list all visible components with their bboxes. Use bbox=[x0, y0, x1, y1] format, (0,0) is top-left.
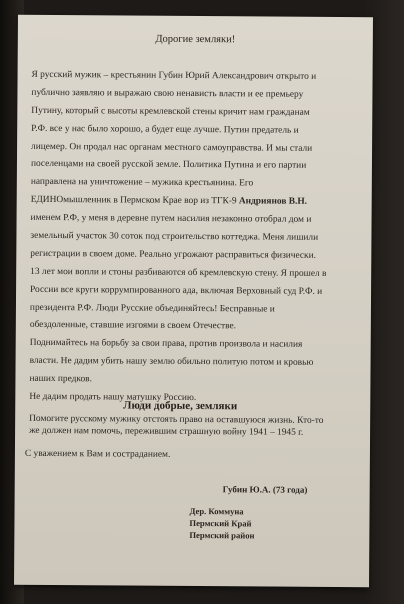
body-line: Поднимайтесь на борьбу за свои права, против произвола и насилия bbox=[29, 338, 303, 351]
appeal-text bbox=[29, 413, 323, 439]
body-line-text: ЕДИНОмышленник в Пермском Крае вор из ТГК-9 bbox=[30, 195, 237, 207]
body-line: наших предков. bbox=[29, 373, 92, 385]
letter-title: Дорогие земляки! bbox=[155, 33, 236, 46]
body-line: лицемер. Он продал нас органам местного самоуправства. И мы стали bbox=[31, 141, 313, 154]
body-line: России все круги коррумпированного ада, включая Верховный суд Р.Ф. и bbox=[30, 284, 323, 297]
accused-name: Андриянов В.Н. bbox=[236, 196, 308, 208]
address-line: Пермский Край bbox=[189, 517, 252, 529]
appeal-line: Помогите русскому мужику отстоять право на оставшуюся жизнь. Кто-то bbox=[29, 413, 324, 426]
appeal-heading: Люди добрые, земляки bbox=[123, 399, 238, 413]
body-line: именем Р.Ф, у меня в деревне путем насилия незаконно отобрал дом и bbox=[30, 212, 312, 225]
signature: Губин Ю.А. (73 года) bbox=[222, 484, 308, 495]
body-line: Не дадим продать нашу матушку Россию. bbox=[29, 391, 197, 404]
appeal-line: же должен нам помочь, пережившим страшную войну 1941 – 1945 г. bbox=[29, 425, 304, 438]
body-line: Р.Ф. все у нас было хорошо, а будет еще лучше. Путин предатель и bbox=[31, 123, 299, 136]
body-line: регистрации в своем доме. Реально угрожают расправиться физически. bbox=[30, 248, 317, 261]
closing-line: С уважением к Вам и состраданием. bbox=[24, 448, 171, 460]
body-line: Путину, который с высоты кремлевской стены кричит нам гражданам bbox=[31, 105, 310, 118]
address-line: Дер. Коммуна bbox=[189, 505, 244, 517]
body-line: публично заявляю и выражаю свою ненависть власти и ее премьеру bbox=[31, 87, 304, 100]
body-line: земельный участок 30 соток под строительство коттеджа. Меня лишили bbox=[30, 230, 319, 243]
body-line: обездоленные, ставшие изгоями в своем Отечестве. bbox=[29, 320, 237, 332]
address-line: Пермский район bbox=[189, 529, 255, 541]
body-line: власти. Не дадим убить нашу землю обильно политую потом и кровью bbox=[29, 356, 314, 369]
body-line: 13 лет мои вопли и стоны разбиваются об кремлевскую стену. Я прошел в bbox=[30, 266, 327, 279]
body-line: президента Р.Ф. Люди Русские объединяйтесь! Бесправные и bbox=[29, 302, 275, 315]
body-line: поселенцами на своей русской земле. Политика Путина и его партии bbox=[30, 159, 307, 172]
letter-sheet bbox=[14, 15, 373, 587]
body-line: направлена на уничтожение – мужика крестьянина. Его bbox=[30, 177, 254, 189]
body-line: Я русский мужик – крестьянин Губин Юрий Александрович открыто и bbox=[31, 69, 317, 82]
body-line bbox=[31, 192, 327, 212]
letter-body bbox=[29, 67, 328, 409]
